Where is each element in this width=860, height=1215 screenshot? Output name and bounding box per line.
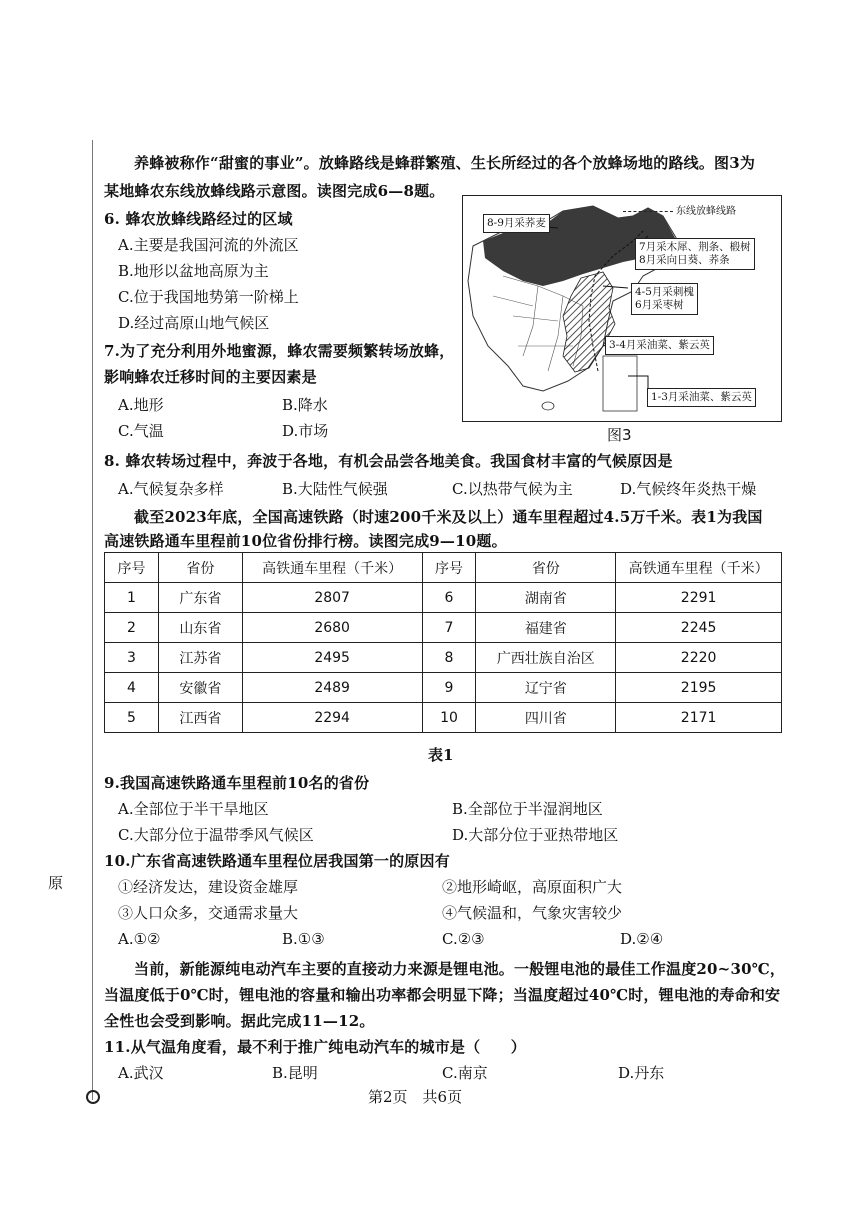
cell: 湖南省 bbox=[476, 583, 616, 613]
figure3-caption: 图3 bbox=[607, 426, 632, 444]
table-row bbox=[105, 673, 782, 703]
cell: 广东省 bbox=[158, 583, 242, 613]
q10-option-b: B.①③ bbox=[282, 930, 325, 948]
header-mileage-2: 高铁通车里程（千米） bbox=[616, 553, 782, 583]
table-row bbox=[105, 583, 782, 613]
q11-option-b: B.昆明 bbox=[272, 1064, 318, 1082]
q9-option-d: D.大部分位于亚热带地区 bbox=[452, 826, 619, 844]
q8-option-d: D.气候终年炎热干燥 bbox=[620, 480, 757, 498]
cell: 2291 bbox=[616, 583, 782, 613]
binding-margin-line bbox=[92, 140, 93, 1100]
map-label-jul-aug: 7月采木犀、荆条、椴树 8月采向日葵、荞条 bbox=[635, 238, 755, 270]
hainan-island bbox=[542, 402, 554, 410]
q10-option-a: A.①② bbox=[118, 930, 161, 948]
q8-option-c: C.以热带气候为主 bbox=[452, 480, 573, 498]
q11-stem: 11.从气温角度看，最不利于推广纯电动汽车的城市是（ ） bbox=[104, 1038, 526, 1056]
cell: 广西壮族自治区 bbox=[476, 643, 616, 673]
q6-option-b: B.地形以盆地高原为主 bbox=[118, 262, 269, 280]
cell: 1 bbox=[105, 583, 159, 613]
map-label-aug-sep: 8-9月采荞麦 bbox=[483, 214, 550, 233]
map-label-apr-jun: 4-5月采刺槐 6月采枣树 bbox=[631, 283, 698, 315]
table1-caption: 表1 bbox=[428, 746, 454, 764]
table-row bbox=[105, 643, 782, 673]
q9-option-c: C.大部分位于温带季风气候区 bbox=[118, 826, 314, 844]
q7-option-c: C.气温 bbox=[118, 422, 164, 440]
cell: 9 bbox=[422, 673, 476, 703]
margin-character: 原 bbox=[48, 874, 64, 892]
q7-stem-line1: 7.为了充分利用外地蜜源，蜂农需要频繁转场放蜂， bbox=[104, 342, 455, 360]
intro1-line2: 某地蜂农东线放蜂线路示意图。读图完成6—8题。 bbox=[104, 182, 445, 200]
q10-item-1: ①经济发达，建设资金雄厚 bbox=[118, 878, 299, 896]
cell: 安徽省 bbox=[158, 673, 242, 703]
intro3-line1: 当前，新能源纯电动汽车主要的直接动力来源是锂电池。一般锂电池的最佳工作温度20~30℃， bbox=[134, 960, 786, 978]
cell: 2807 bbox=[242, 583, 422, 613]
legend-label: 东线放蜂线路 bbox=[676, 206, 736, 217]
header-province-2: 省份 bbox=[476, 553, 616, 583]
cell: 2294 bbox=[242, 703, 422, 733]
q7-option-b: B.降水 bbox=[282, 396, 328, 414]
q7-option-a: A.地形 bbox=[118, 396, 164, 414]
cell: 辽宁省 bbox=[476, 673, 616, 703]
cell: 江西省 bbox=[158, 703, 242, 733]
south-sea-inset bbox=[603, 356, 637, 411]
q6-stem: 6. 蜂农放蜂线路经过的区域 bbox=[104, 210, 293, 228]
table-row bbox=[105, 703, 782, 733]
cell: 福建省 bbox=[476, 613, 616, 643]
map-legend bbox=[623, 202, 736, 217]
cell: 7 bbox=[422, 613, 476, 643]
q9-stem: 9.我国高速铁路通车里程前10名的省份 bbox=[104, 774, 370, 792]
q8-option-b: B.大陆性气候强 bbox=[282, 480, 388, 498]
q9-option-b: B.全部位于半湿润地区 bbox=[452, 800, 603, 818]
cell: 8 bbox=[422, 643, 476, 673]
q6-option-c: C.位于我国地势第一阶梯上 bbox=[118, 288, 299, 306]
q11-option-d: D.丹东 bbox=[618, 1064, 665, 1082]
q8-stem: 8. 蜂农转场过程中，奔波于各地，有机会品尝各地美食。我国食材丰富的气候原因是 bbox=[104, 452, 673, 470]
q7-stem-line2: 影响蜂农迁移时间的主要因素是 bbox=[104, 368, 317, 386]
intro2-line1: 截至2023年底，全国高速铁路（时速200千米及以上）通车里程超过4.5万千米。表1为我国 bbox=[134, 508, 763, 526]
table-header-row bbox=[105, 553, 782, 583]
figure3-map bbox=[462, 195, 782, 422]
binding-hole-icon bbox=[86, 1090, 100, 1104]
cell: 2195 bbox=[616, 673, 782, 703]
cell: 2245 bbox=[616, 613, 782, 643]
cell: 四川省 bbox=[476, 703, 616, 733]
q9-option-a: A.全部位于半干旱地区 bbox=[118, 800, 269, 818]
header-mileage: 高铁通车里程（千米） bbox=[242, 553, 422, 583]
intro1-line1: 养蜂被称作“甜蜜的事业”。放蜂路线是蜂群繁殖、生长所经过的各个放蜂场地的路线。图3为 bbox=[134, 154, 756, 172]
cell: 2680 bbox=[242, 613, 422, 643]
cell: 山东省 bbox=[158, 613, 242, 643]
q10-stem: 10.广东省高速铁路通车里程位居我国第一的原因有 bbox=[104, 852, 450, 870]
map-label-jan-mar: 1-3月采油菜、紫云英 bbox=[647, 388, 756, 407]
q7-option-d: D.市场 bbox=[282, 422, 329, 440]
intro3-line2: 当温度低于0℃时，锂电池的容量和输出功率都会明显下降；当温度超过40℃时，锂电池的寿命和安 bbox=[104, 986, 781, 1004]
table1-hsr-mileage bbox=[104, 552, 782, 733]
q10-option-c: C.②③ bbox=[442, 930, 485, 948]
header-rank-2: 序号 bbox=[422, 553, 476, 583]
header-province: 省份 bbox=[158, 553, 242, 583]
q10-item-2: ②地形崎岖，高原面积广大 bbox=[442, 878, 623, 896]
cell: 江苏省 bbox=[158, 643, 242, 673]
page-footer: 第2页 共6页 bbox=[368, 1088, 463, 1106]
table-row bbox=[105, 613, 782, 643]
header-rank: 序号 bbox=[105, 553, 159, 583]
q10-item-4: ④气候温和，气象灾害较少 bbox=[442, 904, 623, 922]
cell: 2171 bbox=[616, 703, 782, 733]
q6-option-d: D.经过高原山地气候区 bbox=[118, 314, 270, 332]
intro3-line3: 全性也会受到影响。据此完成11—12。 bbox=[104, 1012, 375, 1030]
intro2-line2: 高速铁路通车里程前10位省份排行榜。读图完成9—10题。 bbox=[104, 532, 507, 550]
q11-option-c: C.南京 bbox=[442, 1064, 488, 1082]
q11-option-a: A.武汉 bbox=[118, 1064, 164, 1082]
cell: 2220 bbox=[616, 643, 782, 673]
cell: 10 bbox=[422, 703, 476, 733]
cell: 3 bbox=[105, 643, 159, 673]
cell: 2489 bbox=[242, 673, 422, 703]
cell: 6 bbox=[422, 583, 476, 613]
map-label-mar-apr: 3-4月采油菜、紫云英 bbox=[605, 336, 714, 355]
q10-item-3: ③人口众多，交通需求量大 bbox=[118, 904, 299, 922]
q6-option-a: A.主要是我国河流的外流区 bbox=[118, 236, 299, 254]
cell: 2 bbox=[105, 613, 159, 643]
cell: 2495 bbox=[242, 643, 422, 673]
cell: 5 bbox=[105, 703, 159, 733]
q8-option-a: A.气候复杂多样 bbox=[118, 480, 224, 498]
q10-option-d: D.②④ bbox=[620, 930, 664, 948]
cell: 4 bbox=[105, 673, 159, 703]
legend-dash-icon bbox=[623, 211, 673, 212]
